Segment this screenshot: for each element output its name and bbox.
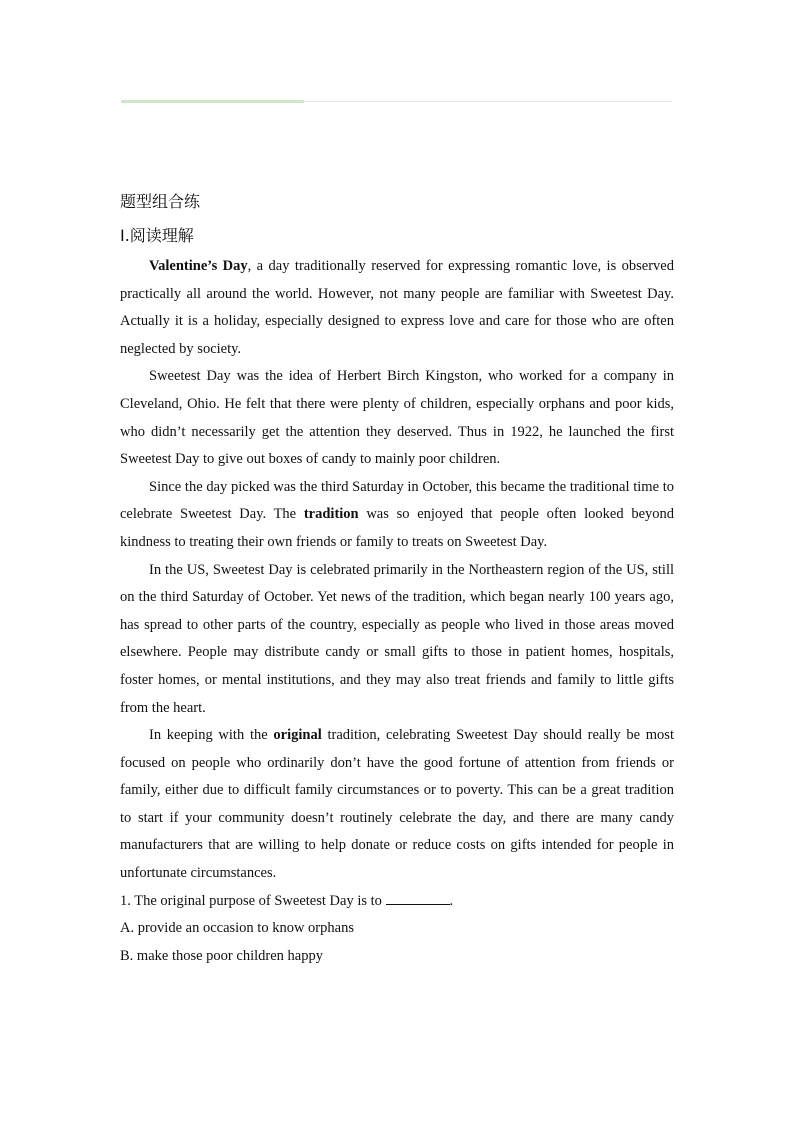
paragraph-3-after: was so enjoyed that people often looked beyond kindness to treating their own friends or family to treats on Sweetest Day.: [120, 506, 675, 550]
paragraph-1: [120, 253, 674, 363]
bold-term-tradition: tradition: [303, 506, 359, 523]
section-subtitle: Ⅰ.阅读理解: [120, 226, 194, 245]
section-title: 题型组合练: [120, 192, 201, 211]
paragraph-5-after: tradition, celebrating Sweetest Day should really be most focused on people who ordinarily don’t have the good fortune of attention from friends or family, either due to difficult family circumstances or to poverty. This can be a great tradition to start if your community doesn’t routinely celebrate the day, and there are many candy manufacturers that are willing to help donate or reduce costs on gifts intended for people in unfortunate circumstances.: [120, 727, 674, 882]
bold-term-original: original: [273, 727, 322, 744]
paragraph-4: In the US, Sweetest Day is celebrated primarily in the Northeastern region of the US, still on the third Saturday of October. Yet news of the tradition, which began nearly 100 years ago, has spread to other parts of the country, especially as people who lived in those areas moved elsewhere. People may distribute candy or small gifts to those in patient homes, hospitals, foster homes, or mental institutions, and they may also treat friends and family to little gifts from the heart.: [120, 561, 674, 716]
paragraph-2: Sweetest Day was the idea of Herbert Birch Kingston, who worked for a company in Cleveland, Ohio. He felt that there were plenty of children, especially orphans and poor kids, who didn’t necessarily get the attention they deserved. Thus in 1922, he launched the first Sweetest Day to give out boxes of candy to mainly poor children.: [120, 368, 674, 468]
paragraph-1-text: , a day traditionally reserved for expressing romantic love, is observed practically all around the world. However, not many people are familiar with Sweetest Day. Actually it is a holiday, especially designed to express love and care for those who are often neglected by society.: [120, 258, 674, 357]
paragraph-5: [120, 722, 674, 888]
header-accent-bar: [121, 100, 304, 103]
question-1-stem: [120, 888, 674, 916]
question-1-text: 1. The original purpose of Sweetest Day is to: [120, 892, 386, 909]
question-1-end: .: [449, 892, 454, 909]
paragraph-5-before: In keeping with the: [149, 727, 274, 744]
paragraph-3: [120, 474, 674, 557]
answer-blank: [386, 890, 450, 905]
option-a: A. provide an occasion to know orphans: [120, 920, 354, 937]
paragraph-3-before: Since the day picked was the third Saturday in October, this became the traditional time to celebrate Sweetest Day. The: [120, 478, 674, 523]
bold-term-valentines-day: Valentine’s Day: [149, 258, 248, 274]
reading-passage: [120, 253, 674, 970]
option-b: B. make those poor children happy: [120, 947, 323, 964]
